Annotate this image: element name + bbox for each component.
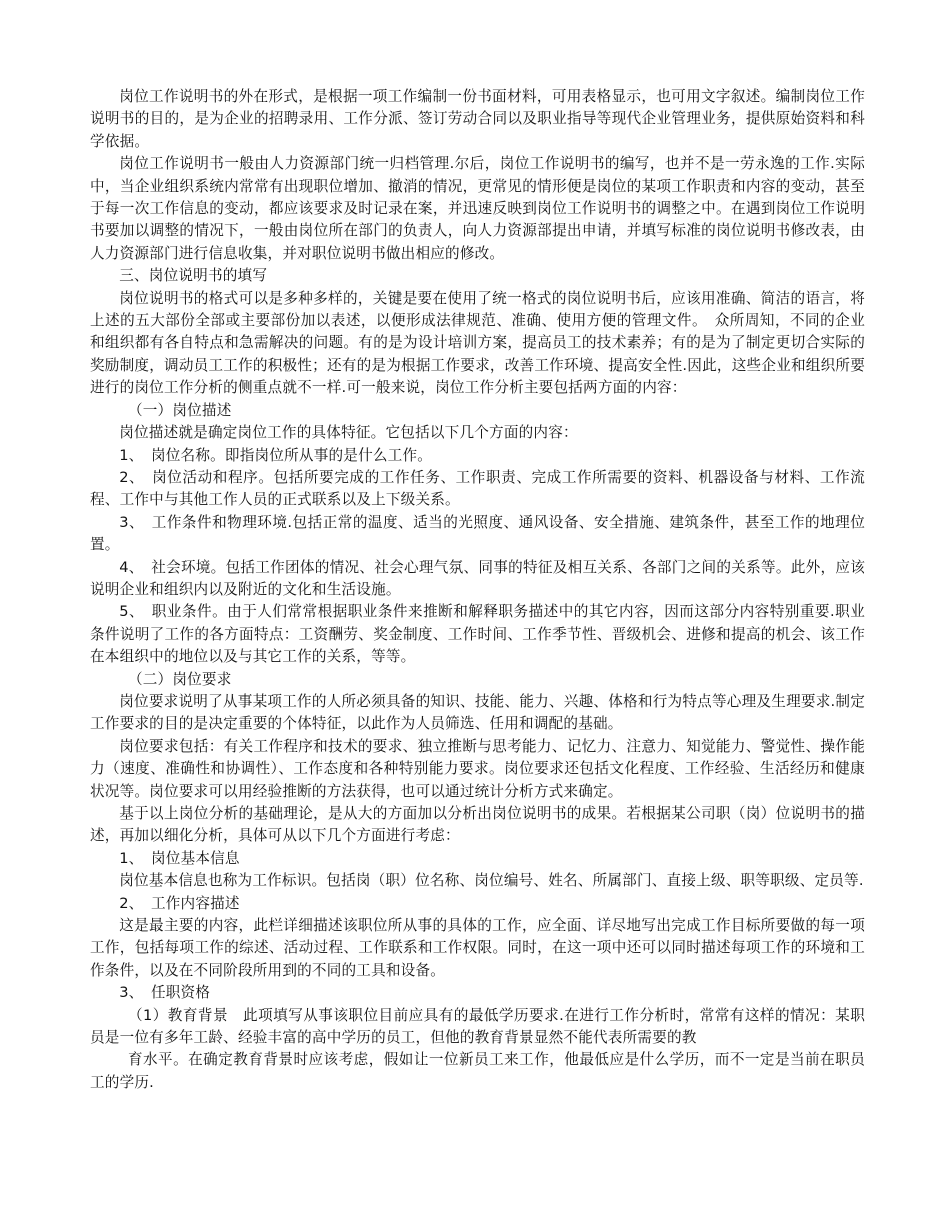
- list-item-2: 2、 岗位活动和程序。包括所要完成的工作任务、工作职责、完成工作所需要的资料、机器设备与材料、工作流程、工作中与其他工作人员的正式联系以及上下级关系。: [90, 468, 865, 509]
- list-item-4: 4、 社会环境。包括工作团体的情况、社会心理气氛、同事的特征及相互关系、各部门之间的关系等。此外，应该说明企业和组织内以及附近的文化和生活设施。: [90, 558, 865, 598]
- numbered-heading-3: 3、 任职资格: [119, 984, 211, 1002]
- paragraph-education: （1）教育背景 此项填写从事该职位目前应具有的最低学历要求.在进行工作分析时，常常有这样的情况：某职员是一位有多年工龄、经验丰富的高中学历的员工，但他的教育背景显然不能代表所需要的教: [90, 1006, 865, 1047]
- paragraph-basis: 基于以上岗位分析的基础理论，是从大的方面加以分析出岗位说明书的成果。若根据某公司职（岗）位说明书的描述，再加以细化分析，具体可从以下几个方面进行考虑：: [90, 805, 865, 845]
- paragraph-management: 岗位工作说明书一般由人力资源部门统一归档管理.尔后，岗位工作说明书的编写，也并不是一劳永逸的工作.实际中，当企业组织系统内常常有出现职位增加、撤消的情况，更常见的情形便是岗位的某项工作职责和内容的变动，甚至于每一次工作信息的变动，都应该要求及时记录在案，并迅速反映到岗位工作说明书的调整之中。在遇到岗位工作说明书要加以调整的情况下，一般由岗位所在部门的负责人，向人力资源部提出申请，并填写标准的岗位说明书修改表，由人力资源部门进行信息收集，并对职位说明书做出相应的修改。: [90, 155, 865, 262]
- paragraph-requirements-detail: 岗位要求包括：有关工作程序和技术的要求、独立推断与思考能力、记忆力、注意力、知觉能力、警觉性、操作能力（速度、准确性和协调性）、工作态度和各种特别能力要求。岗位要求还包括文化程度、工作经验、生活经历和健康状况等。岗位要求可以用经验推断的方法获得，也可以通过统计分析方式来确定。: [90, 737, 865, 800]
- paragraph-description-intro: 岗位描述就是确定岗位工作的具体特征。它包括以下几个方面的内容：: [119, 424, 578, 442]
- document-body: [90, 86, 865, 1094]
- subsection-heading-description: （一）岗位描述: [127, 401, 232, 419]
- list-item-5: 5、 职业条件。由于人们常常根据职业条件来推断和解释职务描述中的其它内容，因而这部分内容特别重要.职业条件说明了工作的各方面特点：工资酬劳、奖金制度、工作时间、工作季节性、晋级机会、进修和提高的机会、该工作在本组织中的地位以及与其它工作的关系，等等。: [90, 603, 865, 666]
- subsection-heading-requirements: （二）岗位要求: [127, 670, 232, 688]
- list-item-3: 3、 工作条件和物理环境.包括正常的温度、适当的光照度、通风设备、安全措施、建筑条件，甚至工作的地理位置。: [90, 513, 865, 554]
- paragraph-basic-info: 岗位基本信息也称为工作标识。包括岗（职）位名称、岗位编号、姓名、所属部门、直接上级、职等职级、定员等.: [119, 872, 864, 890]
- paragraph-education-continued: 育水平。在确定教育背景时应该考虑，假如让一位新员工来工作，他最低应是什么学历，而不一定是当前在职员工的学历.: [90, 1051, 865, 1091]
- numbered-heading-1: 1、 岗位基本信息: [119, 849, 240, 867]
- paragraph-requirements: 岗位要求说明了从事某项工作的人所必须具备的知识、技能、能力、兴趣、体格和行为特点等心理及生理要求.制定工作要求的目的是决定重要的个体特征，以此作为人员筛选、任用和调配的基础。: [90, 692, 865, 733]
- paragraph-content-description: 这是最主要的内容，此栏详细描述该职位所从事的具体的工作，应全面、详尽地写出完成工作目标所要做的每一项工作，包括每项工作的综述、活动过程、工作联系和工作权限。同时，在这一项中还可以同时描述每项工作的环境和工作条件，以及在不同阶段所用到的不同的工具和设备。: [90, 917, 865, 979]
- paragraph-intro: 岗位工作说明书的外在形式，是根据一项工作编制一份书面材料，可用表格显示，也可用文字叙述。编制岗位工作说明书的目的，是为企业的招聘录用、工作分派、签订劳动合同以及职业指导等现代企业管理业务，提供原始资料和科学依据。: [90, 88, 865, 150]
- list-item-1: 1、 岗位名称。即指岗位所从事的是什么工作。: [119, 446, 433, 464]
- numbered-heading-2: 2、 工作内容描述: [119, 894, 240, 912]
- section-heading-3: 三、岗位说明书的填写: [119, 267, 268, 285]
- paragraph-format: 岗位说明书的格式可以是多种多样的，关键是要在使用了统一格式的岗位说明书后，应该用准确、简洁的语言，将上述的五大部份全部或主要部份加以表述，以便形成法律规范、准确、使用方便的管理文件。 众所周知，不同的企业和组织都有各自特点和急需解决的问题。有的是为设计培训方案，提高员工的技术素养；有的是为了制定更切合实际的奖励制度，调动员工工作的积极性；还有的是为根据工作要求，改善工作环境、提高安全性.因此，这些企业和组织所要进行的岗位工作分析的侧重点就不一样.可一般来说，岗位工作分析主要包括两方面的内容：: [90, 289, 865, 397]
